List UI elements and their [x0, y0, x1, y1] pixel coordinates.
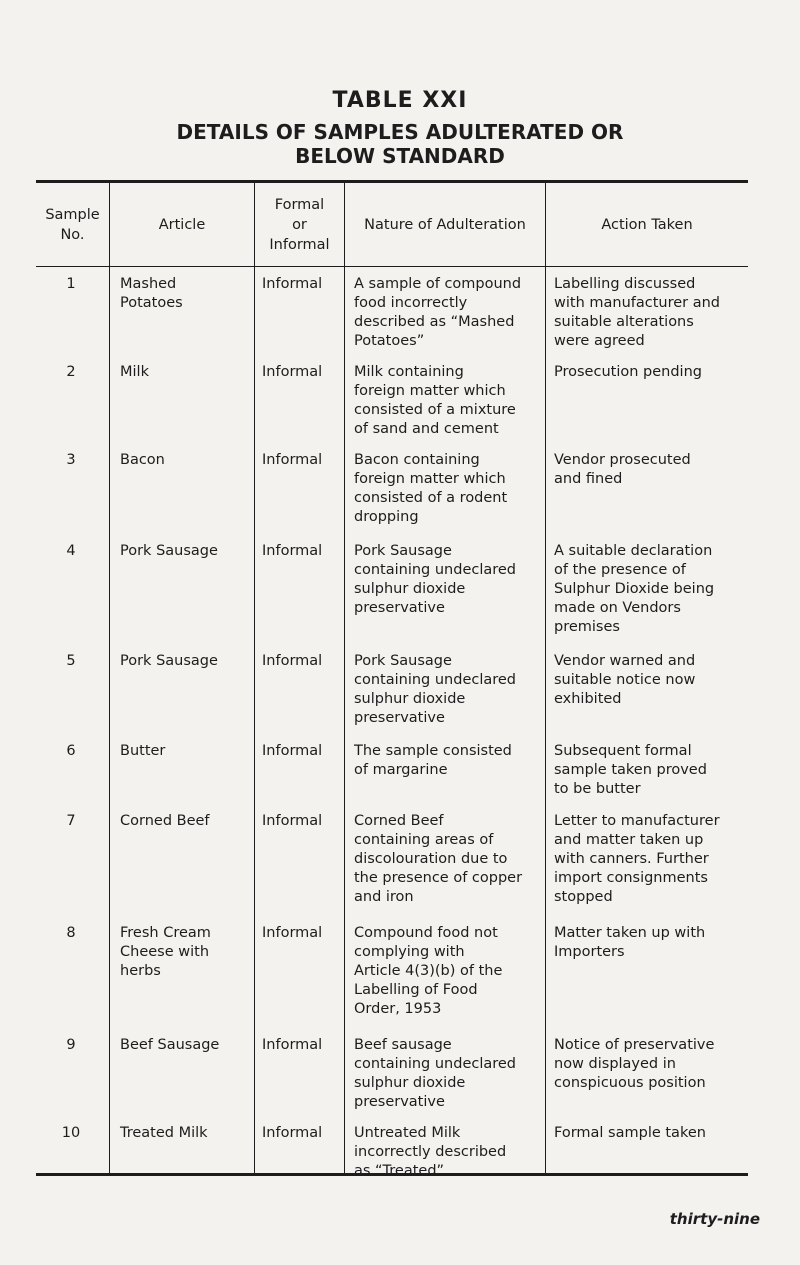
formal-informal-cell: Informal [262, 653, 323, 669]
nature-cell: Pork Sausage containing undeclared sulphur dioxide preservative [354, 653, 517, 726]
header-nature-of-adulteration: Nature of Adulteration [364, 216, 526, 233]
nature-cell: Milk containing foreign matter which consisted of a mixture of sand and cement [354, 364, 516, 437]
article-cell: Milk [120, 364, 149, 380]
sample-number: 7 [66, 813, 76, 829]
formal-informal-cell: Informal [262, 364, 323, 380]
nature-cell: Untreated Milk incorrectly described as “Treated” [354, 1125, 507, 1179]
article-cell: Corned Beef [120, 813, 210, 829]
table-subtitle-line-1: DETAILS OF SAMPLES ADULTERATED OR [176, 120, 624, 144]
action-cell: Subsequent formal sample taken proved to be butter [554, 743, 707, 797]
nature-cell: Pork Sausage containing undeclared sulphur dioxide preservative [354, 543, 517, 616]
nature-cell: Compound food not complying with Article 4(3)(b) of the Labelling of Food Order, 1953 [354, 925, 503, 1017]
nature-cell: The sample consisted of margarine [354, 743, 512, 778]
formal-informal-cell: Informal [262, 543, 323, 559]
sample-number: 6 [66, 743, 76, 759]
sample-number: 1 [66, 276, 76, 292]
formal-informal-cell: Informal [262, 276, 323, 292]
formal-informal-cell: Informal [262, 813, 323, 829]
nature-cell: Bacon containing foreign matter which consisted of a rodent dropping [354, 452, 508, 525]
sample-number: 9 [66, 1037, 76, 1053]
table-header-rule [36, 266, 748, 267]
article-cell: Fresh Cream Cheese with herbs [120, 925, 211, 979]
action-cell: Labelling discussed with manufacturer and suitable alterations were agreed [554, 276, 721, 349]
table-title: TABLE XXI [332, 88, 468, 113]
column-divider [254, 183, 255, 1173]
action-cell: Matter taken up with Importers [554, 925, 706, 960]
formal-informal-cell: Informal [262, 743, 323, 759]
page-number: thirty-nine [669, 1210, 760, 1228]
header-sample-no: Sample No. [45, 206, 100, 243]
sample-number: 5 [66, 653, 76, 669]
action-cell: Notice of preservative now displayed in conspicuous position [554, 1037, 715, 1091]
nature-cell: Beef sausage containing undeclared sulphur dioxide preservative [354, 1037, 517, 1110]
title-block [0, 88, 800, 168]
sample-number: 2 [66, 364, 76, 380]
column-divider [109, 183, 110, 1173]
header-formal-or-informal: Formal or Informal [269, 196, 330, 253]
action-cell: Letter to manufacturer and matter taken up with canners. Further import consignments stopped [554, 813, 720, 905]
action-cell: Formal sample taken [554, 1125, 706, 1141]
table-subtitle-line-2: BELOW STANDARD [295, 144, 505, 168]
header-article: Article [158, 216, 206, 233]
formal-informal-cell: Informal [262, 1037, 323, 1053]
article-cell: Beef Sausage [120, 1037, 220, 1053]
article-cell: Bacon [120, 452, 165, 468]
formal-informal-cell: Informal [262, 452, 323, 468]
article-cell: Pork Sausage [120, 653, 218, 669]
article-cell: Pork Sausage [120, 543, 218, 559]
formal-informal-cell: Informal [262, 925, 323, 941]
article-cell: Mashed Potatoes [120, 276, 183, 311]
action-cell: Vendor prosecuted and fined [554, 452, 691, 487]
nature-cell: A sample of compound food incorrectly described as “Mashed Potatoes” [354, 276, 522, 349]
sample-number: 3 [66, 452, 76, 468]
sample-number: 8 [66, 925, 76, 941]
sample-number: 4 [66, 543, 76, 559]
article-cell: Butter [120, 743, 166, 759]
sample-number: 10 [61, 1125, 81, 1141]
formal-informal-cell: Informal [262, 1125, 323, 1141]
header-action-taken: Action Taken [601, 216, 693, 233]
adulteration-table [36, 180, 748, 1179]
action-cell: A suitable declaration of the presence of Sulphur Dioxide being made on Vendors premises [554, 543, 715, 635]
action-cell: Prosecution pending [554, 364, 702, 380]
column-divider [344, 183, 345, 1173]
article-cell: Treated Milk [120, 1125, 208, 1141]
action-cell: Vendor warned and suitable notice now exhibited [554, 653, 696, 707]
nature-cell: Corned Beef containing areas of discolouration due to the presence of copper and iron [354, 813, 523, 905]
